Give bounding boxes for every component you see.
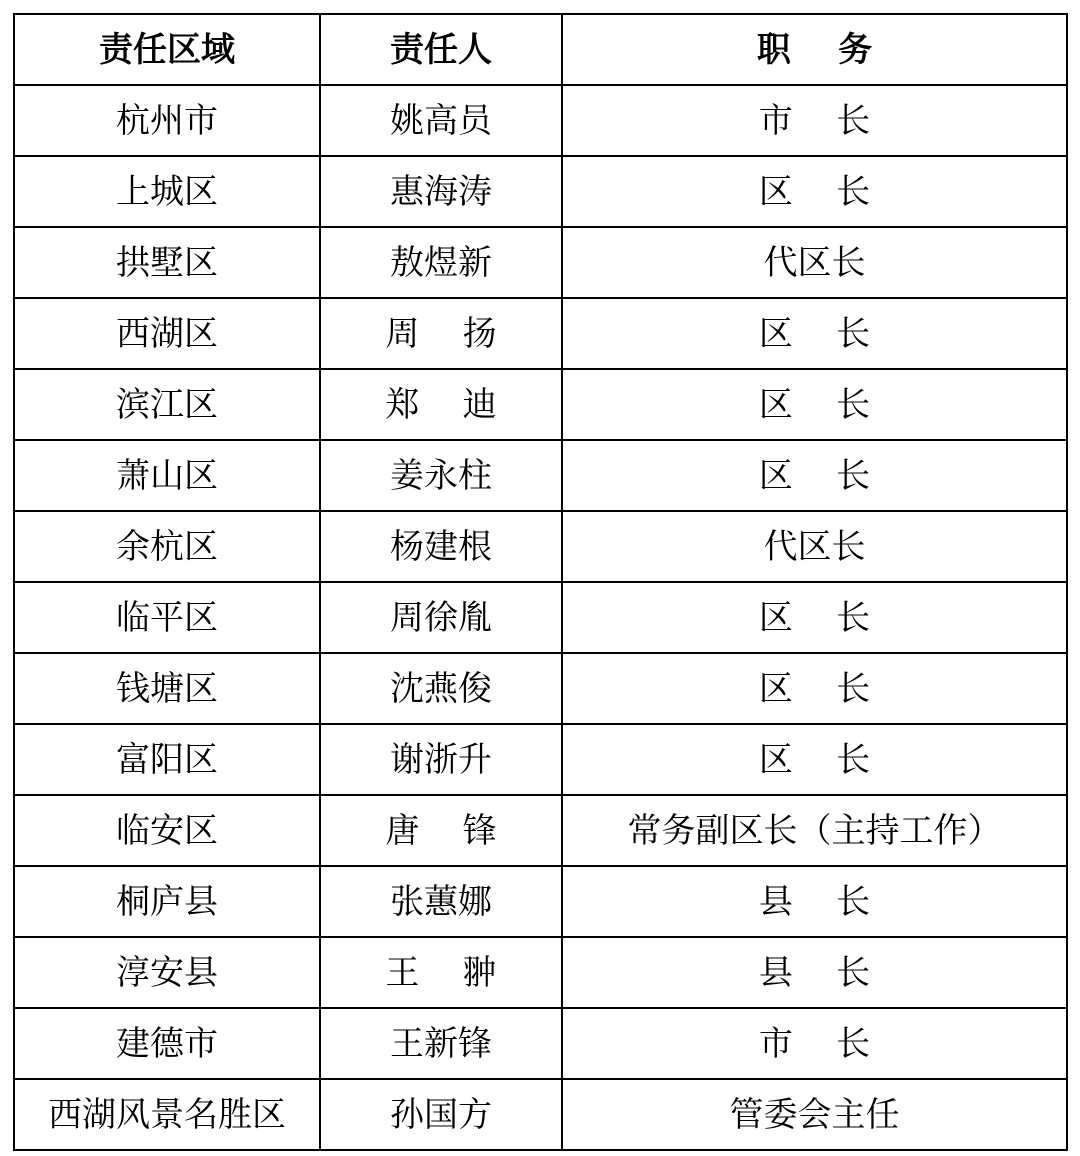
- table-row: [14, 440, 1067, 511]
- cell-person: 杨建根: [320, 511, 562, 582]
- table-row: [14, 724, 1067, 795]
- table-row: [14, 1008, 1067, 1079]
- cell-position: 区 长: [562, 653, 1067, 724]
- cell-person: 周徐胤: [320, 582, 562, 653]
- table-row: [14, 156, 1067, 227]
- table-row: [14, 653, 1067, 724]
- cell-position: 代区长: [562, 511, 1067, 582]
- table-row: [14, 298, 1067, 369]
- cell-area: 拱墅区: [14, 227, 320, 298]
- cell-person: 孙国方: [320, 1079, 562, 1150]
- table-row: [14, 937, 1067, 1008]
- cell-area: 西湖区: [14, 298, 320, 369]
- cell-person: 沈燕俊: [320, 653, 562, 724]
- table-row: [14, 866, 1067, 937]
- cell-person: 郑 迪: [320, 369, 562, 440]
- cell-position: 市 长: [562, 1008, 1067, 1079]
- cell-position: 市 长: [562, 85, 1067, 156]
- cell-position: 区 长: [562, 369, 1067, 440]
- table-row: [14, 227, 1067, 298]
- cell-person: 周 扬: [320, 298, 562, 369]
- table-body: [14, 85, 1067, 1150]
- cell-person: 惠海涛: [320, 156, 562, 227]
- cell-position: 区 长: [562, 156, 1067, 227]
- cell-position: 县 长: [562, 866, 1067, 937]
- cell-position: 区 长: [562, 440, 1067, 511]
- cell-position: 管委会主任: [562, 1079, 1067, 1150]
- table-header: [14, 14, 1067, 85]
- cell-position: 县 长: [562, 937, 1067, 1008]
- cell-area: 桐庐县: [14, 866, 320, 937]
- cell-area: 淳安县: [14, 937, 320, 1008]
- cell-area: 临平区: [14, 582, 320, 653]
- cell-area: 西湖风景名胜区: [14, 1079, 320, 1150]
- cell-area: 临安区: [14, 795, 320, 866]
- cell-position: 代区长: [562, 227, 1067, 298]
- cell-area: 上城区: [14, 156, 320, 227]
- cell-area: 钱塘区: [14, 653, 320, 724]
- header-row: [14, 14, 1067, 85]
- cell-position: 区 长: [562, 298, 1067, 369]
- cell-area: 建德市: [14, 1008, 320, 1079]
- cell-area: 富阳区: [14, 724, 320, 795]
- cell-person: 张蕙娜: [320, 866, 562, 937]
- cell-position: 区 长: [562, 582, 1067, 653]
- header-position: 职 务: [562, 14, 1067, 85]
- cell-area: 余杭区: [14, 511, 320, 582]
- cell-person: 敖煜新: [320, 227, 562, 298]
- header-area: 责任区域: [14, 14, 320, 85]
- cell-person: 王 翀: [320, 937, 562, 1008]
- cell-area: 杭州市: [14, 85, 320, 156]
- cell-person: 唐 锋: [320, 795, 562, 866]
- responsibility-table: [13, 13, 1068, 1151]
- header-person: 责任人: [320, 14, 562, 85]
- cell-position: 常务副区长（主持工作）: [562, 795, 1067, 866]
- table-row: [14, 511, 1067, 582]
- cell-person: 姜永柱: [320, 440, 562, 511]
- cell-person: 谢浙升: [320, 724, 562, 795]
- cell-person: 姚高员: [320, 85, 562, 156]
- cell-area: 萧山区: [14, 440, 320, 511]
- table-row: [14, 1079, 1067, 1150]
- table-row: [14, 369, 1067, 440]
- table-row: [14, 85, 1067, 156]
- table-row: [14, 582, 1067, 653]
- table-row: [14, 795, 1067, 866]
- cell-person: 王新锋: [320, 1008, 562, 1079]
- cell-area: 滨江区: [14, 369, 320, 440]
- cell-position: 区 长: [562, 724, 1067, 795]
